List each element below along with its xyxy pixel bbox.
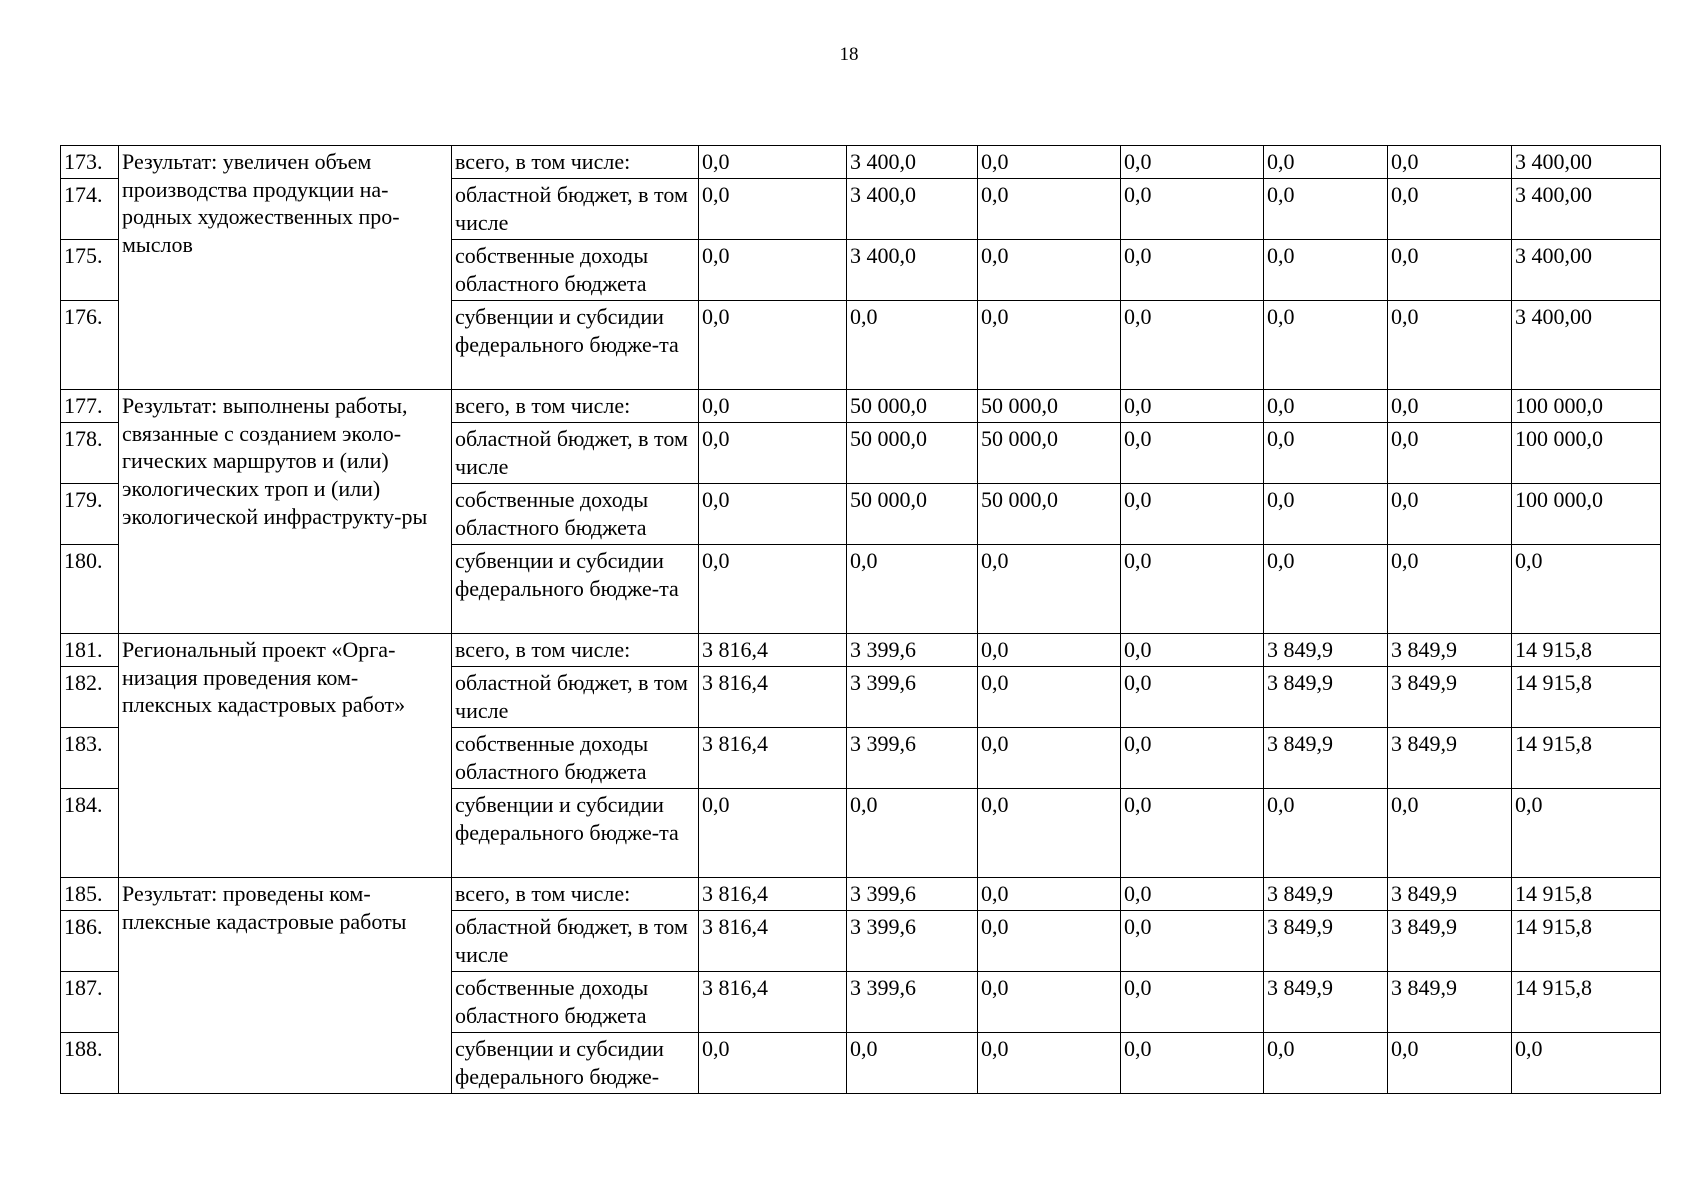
row-number: 176. (61, 301, 119, 390)
row-number: 175. (61, 240, 119, 301)
value-cell: 0,0 (978, 728, 1121, 789)
value-cell: 0,0 (699, 1033, 847, 1094)
funding-source: всего, в том числе: (452, 878, 699, 911)
value-cell: 0,0 (1121, 545, 1264, 634)
value-cell: 0,0 (847, 301, 978, 390)
value-cell: 3 400,0 (847, 179, 978, 240)
value-cell: 0,0 (1388, 240, 1512, 301)
value-cell: 3 399,6 (847, 634, 978, 667)
value-cell: 0,0 (978, 1033, 1121, 1094)
value-cell: 3 849,9 (1388, 728, 1512, 789)
value-cell: 3 849,9 (1388, 972, 1512, 1033)
table-row (61, 634, 1661, 667)
value-cell: 0,0 (1264, 545, 1388, 634)
value-cell: 3 816,4 (699, 911, 847, 972)
value-cell: 0,0 (699, 146, 847, 179)
funding-source: субвенции и субсидии федерального бюдже-та (452, 789, 699, 878)
row-number: 187. (61, 972, 119, 1033)
value-cell: 0,0 (1388, 179, 1512, 240)
funding-source: собственные доходы областного бюджета (452, 972, 699, 1033)
value-cell: 0,0 (978, 240, 1121, 301)
row-number: 184. (61, 789, 119, 878)
value-cell: 0,0 (1121, 301, 1264, 390)
row-number: 186. (61, 911, 119, 972)
value-cell: 3 399,6 (847, 667, 978, 728)
value-cell: 3 400,0 (847, 146, 978, 179)
value-cell: 50 000,0 (847, 423, 978, 484)
value-cell: 0,0 (1121, 634, 1264, 667)
funding-source: областной бюджет, в том числе (452, 179, 699, 240)
funding-source: субвенции и субсидии федерального бюдже-та (452, 545, 699, 634)
funding-source: всего, в том числе: (452, 390, 699, 423)
total-cell: 100 000,0 (1512, 484, 1661, 545)
funding-source: субвенции и субсидии федерального бюдже- (452, 1033, 699, 1094)
value-cell: 3 849,9 (1264, 972, 1388, 1033)
table-row (61, 878, 1661, 911)
table-row (61, 146, 1661, 179)
value-cell: 0,0 (1121, 972, 1264, 1033)
value-cell: 3 400,0 (847, 240, 978, 301)
value-cell: 3 849,9 (1264, 911, 1388, 972)
value-cell: 0,0 (1388, 423, 1512, 484)
value-cell: 0,0 (1121, 728, 1264, 789)
value-cell: 3 849,9 (1264, 728, 1388, 789)
value-cell: 0,0 (978, 545, 1121, 634)
row-number: 188. (61, 1033, 119, 1094)
value-cell: 0,0 (699, 240, 847, 301)
result-description: Результат: проведены ком-плексные кадастровые работы (119, 878, 452, 1094)
value-cell: 0,0 (847, 1033, 978, 1094)
row-number: 185. (61, 878, 119, 911)
value-cell: 0,0 (1264, 146, 1388, 179)
value-cell: 0,0 (699, 484, 847, 545)
value-cell: 0,0 (1264, 301, 1388, 390)
total-cell: 3 400,00 (1512, 146, 1661, 179)
value-cell: 0,0 (978, 301, 1121, 390)
value-cell: 50 000,0 (978, 484, 1121, 545)
value-cell: 0,0 (978, 878, 1121, 911)
row-number: 181. (61, 634, 119, 667)
value-cell: 0,0 (1121, 390, 1264, 423)
row-number: 182. (61, 667, 119, 728)
total-cell: 14 915,8 (1512, 728, 1661, 789)
funding-source: областной бюджет, в том числе (452, 423, 699, 484)
table-row (61, 390, 1661, 423)
total-cell: 14 915,8 (1512, 972, 1661, 1033)
value-cell: 0,0 (1388, 545, 1512, 634)
value-cell: 3 816,4 (699, 634, 847, 667)
value-cell: 0,0 (1121, 878, 1264, 911)
result-description: Региональный проект «Орга-низация проведения ком-плексных кадастровых работ» (119, 634, 452, 878)
funding-source: субвенции и субсидии федерального бюдже-та (452, 301, 699, 390)
total-cell: 14 915,8 (1512, 667, 1661, 728)
value-cell: 0,0 (1121, 667, 1264, 728)
value-cell: 0,0 (847, 789, 978, 878)
value-cell: 3 849,9 (1388, 667, 1512, 728)
funding-source: всего, в том числе: (452, 146, 699, 179)
value-cell: 0,0 (978, 179, 1121, 240)
total-cell: 3 400,00 (1512, 240, 1661, 301)
value-cell: 3 849,9 (1388, 878, 1512, 911)
row-number: 174. (61, 179, 119, 240)
value-cell: 3 816,4 (699, 878, 847, 911)
value-cell: 0,0 (699, 423, 847, 484)
value-cell: 3 849,9 (1264, 667, 1388, 728)
value-cell: 0,0 (699, 545, 847, 634)
value-cell: 3 849,9 (1388, 911, 1512, 972)
value-cell: 0,0 (1264, 1033, 1388, 1094)
value-cell: 3 849,9 (1264, 878, 1388, 911)
value-cell: 0,0 (978, 667, 1121, 728)
total-cell: 3 400,00 (1512, 179, 1661, 240)
value-cell: 0,0 (1388, 390, 1512, 423)
value-cell: 0,0 (1388, 789, 1512, 878)
value-cell: 0,0 (1264, 179, 1388, 240)
total-cell: 14 915,8 (1512, 911, 1661, 972)
budget-table (60, 145, 1661, 1094)
value-cell: 0,0 (1264, 240, 1388, 301)
funding-source: собственные доходы областного бюджета (452, 240, 699, 301)
value-cell: 0,0 (1121, 911, 1264, 972)
value-cell: 0,0 (1121, 1033, 1264, 1094)
value-cell: 0,0 (1388, 301, 1512, 390)
total-cell: 14 915,8 (1512, 878, 1661, 911)
row-number: 177. (61, 390, 119, 423)
funding-source: собственные доходы областного бюджета (452, 728, 699, 789)
value-cell: 0,0 (978, 146, 1121, 179)
value-cell: 0,0 (1121, 484, 1264, 545)
value-cell: 0,0 (1121, 240, 1264, 301)
value-cell: 0,0 (699, 301, 847, 390)
funding-source: областной бюджет, в том числе (452, 911, 699, 972)
result-description: Результат: выполнены работы, связанные с созданием эколо-гических маршрутов и (или) экологических троп и (или) экологической инфраструкту-ры (119, 390, 452, 634)
value-cell: 3 399,6 (847, 728, 978, 789)
row-number: 180. (61, 545, 119, 634)
row-number: 183. (61, 728, 119, 789)
value-cell: 0,0 (699, 390, 847, 423)
value-cell: 0,0 (1388, 1033, 1512, 1094)
value-cell: 0,0 (847, 545, 978, 634)
value-cell: 0,0 (1388, 146, 1512, 179)
value-cell: 3 849,9 (1388, 634, 1512, 667)
value-cell: 0,0 (1121, 179, 1264, 240)
funding-source: областной бюджет, в том числе (452, 667, 699, 728)
row-number: 173. (61, 146, 119, 179)
total-cell: 100 000,0 (1512, 423, 1661, 484)
value-cell: 0,0 (699, 789, 847, 878)
value-cell: 0,0 (1388, 484, 1512, 545)
value-cell: 0,0 (1121, 789, 1264, 878)
total-cell: 14 915,8 (1512, 634, 1661, 667)
value-cell: 50 000,0 (978, 423, 1121, 484)
total-cell: 0,0 (1512, 545, 1661, 634)
value-cell: 3 849,9 (1264, 634, 1388, 667)
value-cell: 0,0 (978, 634, 1121, 667)
row-number: 179. (61, 484, 119, 545)
value-cell: 3 399,6 (847, 878, 978, 911)
row-number: 178. (61, 423, 119, 484)
value-cell: 0,0 (1264, 789, 1388, 878)
value-cell: 3 816,4 (699, 728, 847, 789)
value-cell: 50 000,0 (847, 390, 978, 423)
funding-source: собственные доходы областного бюджета (452, 484, 699, 545)
total-cell: 0,0 (1512, 1033, 1661, 1094)
value-cell: 3 816,4 (699, 667, 847, 728)
value-cell: 3 399,6 (847, 972, 978, 1033)
total-cell: 3 400,00 (1512, 301, 1661, 390)
total-cell: 100 000,0 (1512, 390, 1661, 423)
value-cell: 50 000,0 (847, 484, 978, 545)
funding-source: всего, в том числе: (452, 634, 699, 667)
value-cell: 0,0 (978, 972, 1121, 1033)
value-cell: 0,0 (1264, 390, 1388, 423)
value-cell: 50 000,0 (978, 390, 1121, 423)
value-cell: 0,0 (978, 789, 1121, 878)
value-cell: 0,0 (699, 179, 847, 240)
total-cell: 0,0 (1512, 789, 1661, 878)
value-cell: 3 399,6 (847, 911, 978, 972)
page-number: 18 (839, 44, 859, 65)
value-cell: 3 816,4 (699, 972, 847, 1033)
value-cell: 0,0 (1264, 484, 1388, 545)
value-cell: 0,0 (1121, 423, 1264, 484)
result-description: Результат: увеличен объем производства продукции на-родных художественных про-мыслов (119, 146, 452, 390)
value-cell: 0,0 (978, 911, 1121, 972)
value-cell: 0,0 (1121, 146, 1264, 179)
value-cell: 0,0 (1264, 423, 1388, 484)
